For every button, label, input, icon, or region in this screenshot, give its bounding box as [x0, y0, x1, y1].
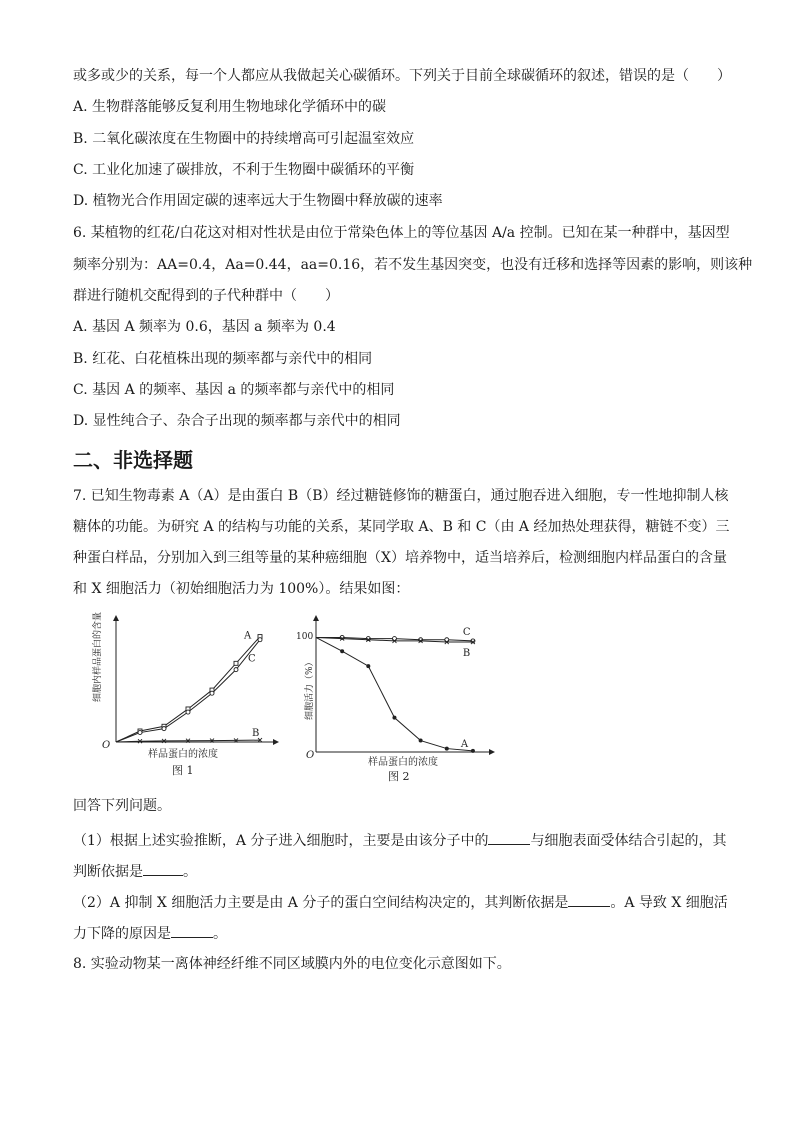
- fig2-ytick-100: 100: [296, 632, 314, 642]
- q5-stem: 或多或少的关系，每一个人都应从我做起关心碳循环。下列关于目前全球碳循环的叙述，错误的是（ ）: [73, 68, 731, 84]
- series-C-line: [116, 640, 260, 742]
- q6-stem-line-3: 群进行随机交配得到的子代种群中（ ）: [73, 288, 339, 304]
- series-A-label: A: [244, 630, 252, 642]
- q6-option-b: B. 红花、白花植株出现的频率都与亲代中的相同: [73, 351, 373, 367]
- q6-option-a: A. 基因 A 频率为 0.6，基因 a 频率为 0.4: [73, 319, 336, 335]
- series-A-point-6: [471, 749, 475, 753]
- fig1-ylabel: 细胞内样品蛋白的含量: [93, 612, 103, 702]
- q7-sub1-blank-1[interactable]: [488, 830, 530, 845]
- fig1-title: 图 1: [172, 764, 194, 777]
- q6-stem-line-1: 6. 某植物的红花/白花这对相对性状是由位于常染色体上的等位基因 A/a 控制。已知在某一种群中，基因型: [73, 225, 730, 241]
- figure-2-chart: [282, 612, 502, 787]
- series-A-label: A: [460, 738, 469, 750]
- q7-stem-line-1: 7. 已知生物毒素 A（A）是由蛋白 B（B）经过糖链修饰的糖蛋白，通过胞吞进入细胞，专一性地抑制人核: [73, 488, 729, 504]
- q7-sub1-line-2: [73, 861, 197, 881]
- q7-sub2-line-2: [73, 923, 227, 943]
- q7-sub2-text-a: （2）A 抑制 X 细胞活力主要是由 A 分子的蛋白空间结构决定的，其判断依据是: [73, 895, 569, 911]
- q7-sub2-blank-2[interactable]: [171, 923, 213, 938]
- q7-sub1-end: 。: [183, 864, 197, 880]
- series-A-line: [116, 637, 260, 742]
- series-C-label: C: [462, 626, 471, 638]
- q7-sub2-line-1: [73, 892, 728, 912]
- q7-sub1-text-a: （1）根据上述实验推断，A 分子进入细胞时，主要是由该分子中的: [73, 833, 489, 849]
- fig2-title: 图 2: [388, 770, 410, 783]
- series-A-point-5: [445, 747, 449, 751]
- fig1-origin: O: [102, 740, 111, 751]
- series-A-point-5: [234, 661, 238, 665]
- fig2-xlabel: 样品蛋白的浓度: [368, 757, 438, 768]
- q6-option-d: D. 显性纯合子、杂合子出现的频率都与亲代中的相同: [73, 413, 401, 429]
- fig2-ylabel: 细胞活力（%）: [305, 657, 315, 720]
- series-C-label: C: [248, 653, 256, 665]
- q7-stem-line-3: 种蛋白样品，分别加入到三组等量的某种癌细胞（X）培养物中，适当培养后，检测细胞内样品蛋白的含量: [73, 550, 727, 566]
- q5-option-a: A. 生物群落能够反复利用生物地球化学循环中的碳: [73, 99, 387, 115]
- q5-option-d: D. 植物光合作用固定碳的速率远大于生物圈中释放碳的速率: [73, 193, 443, 209]
- q7-stem-line-2: 糖体的功能。为研究 A 的结构与功能的关系，某同学取 A、B 和 C（由 A 经加热处理获得，糖链不变）三: [73, 519, 730, 535]
- series-B-label: B: [462, 648, 471, 660]
- section-heading: 二、非选择题: [73, 448, 193, 472]
- q6-stem-line-2: 频率分别为：AA=0.4，Aa=0.44，aa=0.16，若不发生基因突变，也没有迁移和选择等因素的影响，则该种: [73, 257, 753, 273]
- q6-option-c: C. 基因 A 的频率、基因 a 的频率都与亲代中的相同: [73, 382, 395, 398]
- series-C-point-6: [258, 638, 262, 642]
- q7-answer-prompt: 回答下列问题。: [73, 798, 171, 814]
- series-C-point-3: [186, 710, 190, 714]
- q7-sub2-text-c: 力下降的原因是: [73, 926, 171, 942]
- series-C-point-1: [138, 731, 142, 735]
- q5-option-b: B. 二氧化碳浓度在生物圈中的持续增高可引起温室效应: [73, 131, 415, 147]
- q7-sub1-text-b: 与细胞表面受体结合引起的，其: [530, 833, 727, 849]
- fig2-origin: O: [306, 750, 315, 761]
- q7-sub1-line-1: [73, 830, 726, 850]
- series-B-label: B: [252, 728, 260, 740]
- series-C-point-5: [234, 668, 238, 672]
- series-C-point-4: [210, 691, 214, 695]
- q7-sub2-blank-1[interactable]: [568, 892, 610, 907]
- q5-option-c: C. 工业化加速了碳排放，不利于生物圈中碳循环的平衡: [73, 162, 415, 178]
- series-A-point-2: [366, 664, 370, 668]
- q7-sub1-blank-2[interactable]: [143, 861, 183, 876]
- series-A-point-3: [392, 716, 396, 720]
- q8-stem: 8. 实验动物某一离体神经纤维不同区域膜内外的电位变化示意图如下。: [73, 956, 511, 972]
- q7-sub1-text-c: 判断依据是: [73, 864, 143, 880]
- q7-sub2-end: 。: [213, 926, 227, 942]
- q7-sub2-text-b: 。A 导致 X 细胞活: [610, 895, 728, 911]
- fig1-xlabel: 样品蛋白的浓度: [148, 749, 218, 760]
- series-A-point-4: [419, 739, 423, 743]
- series-A-line: [316, 637, 473, 750]
- series-A-point-1: [340, 649, 344, 653]
- figure-1-chart: [86, 612, 286, 782]
- series-C-point-2: [162, 727, 166, 731]
- q7-stem-line-4: 和 X 细胞活力（初始细胞活力为 100%）。结果如图：: [73, 581, 410, 597]
